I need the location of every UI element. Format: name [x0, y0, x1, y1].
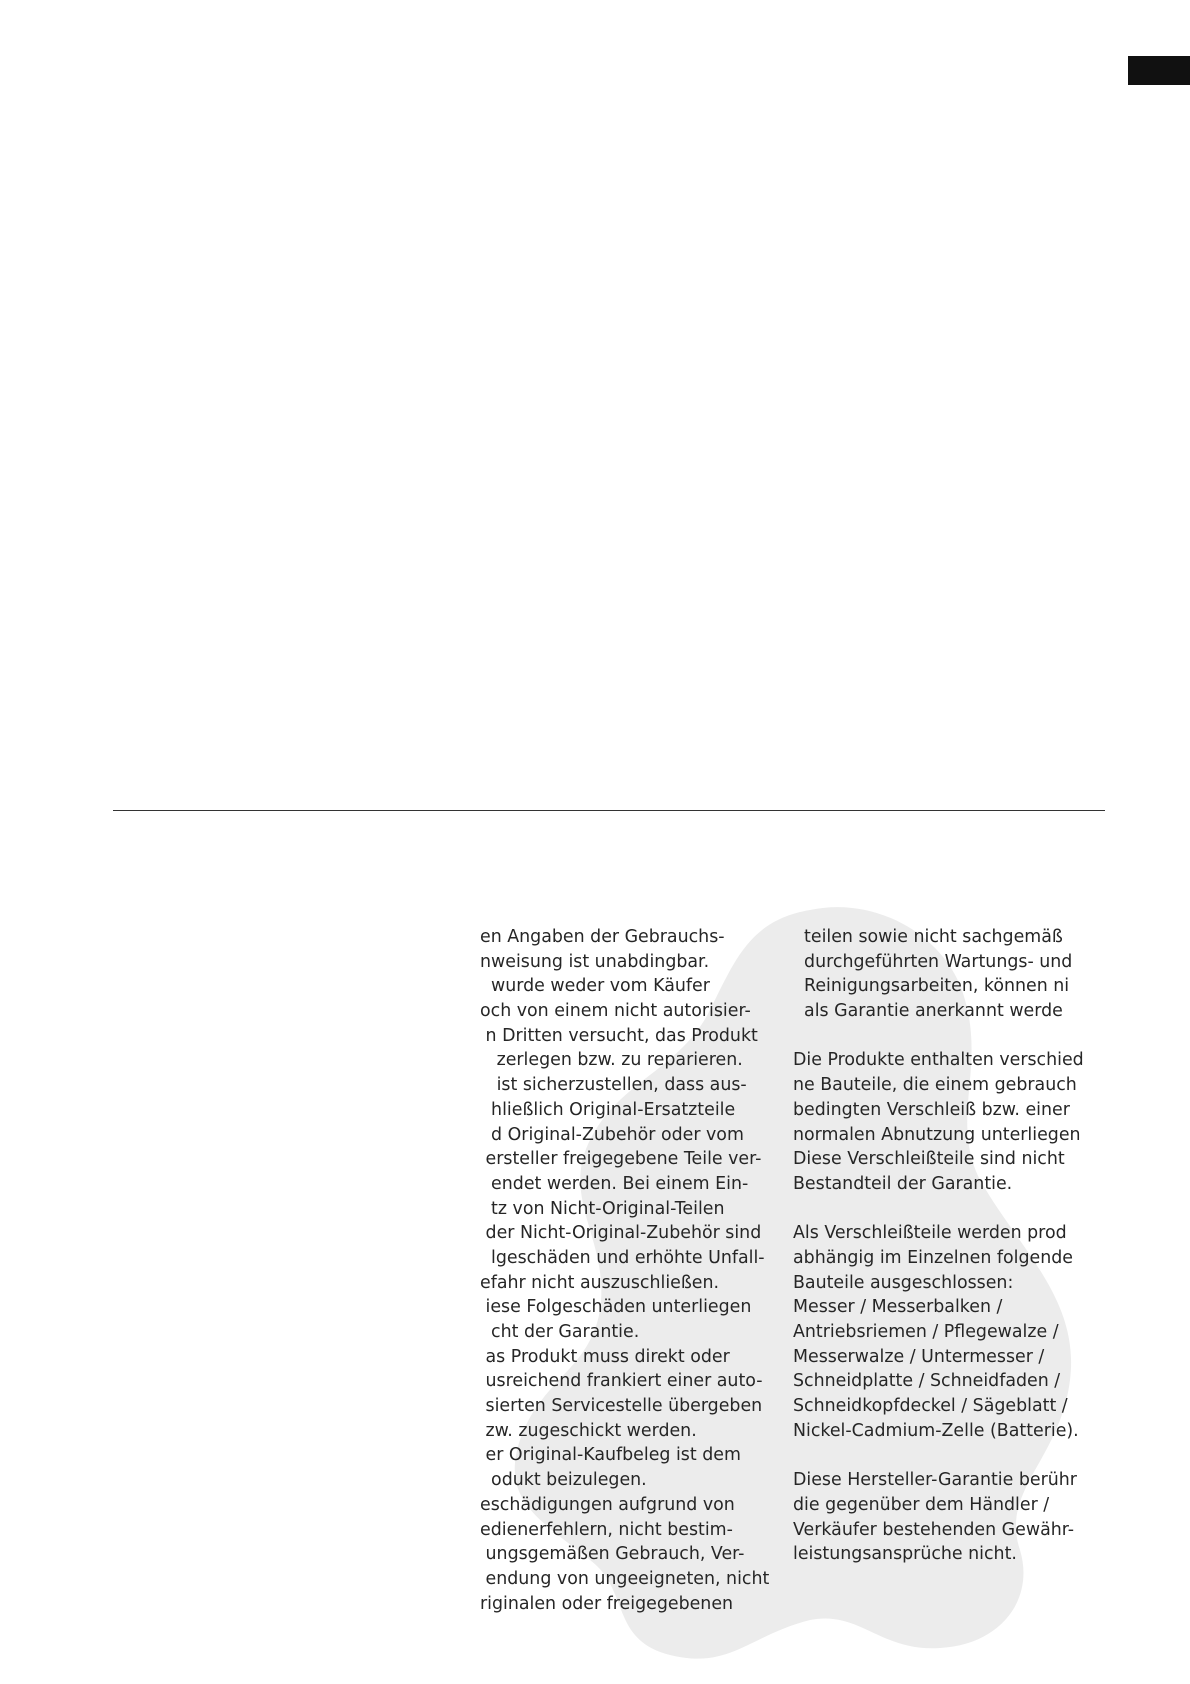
page-tab-marker — [1128, 56, 1190, 85]
text-line: als Garantie anerkannt werde — [793, 1001, 1063, 1022]
text-line: Verkäufer bestehenden Gewähr- — [793, 1519, 1075, 1540]
text-line: der Nicht-Original-Zubehör sind — [480, 1223, 762, 1244]
text-line: ist sicherzustellen, dass aus- — [480, 1075, 747, 1096]
text-line: Nickel-Cadmium-Zelle (Batterie). — [793, 1420, 1079, 1441]
text-line — [793, 1197, 1084, 1222]
warranty-text-left-column — [480, 925, 769, 1616]
text-line: die gegenüber dem Händler / — [793, 1494, 1050, 1515]
text-line: Schneidkopfdeckel / Sägeblatt / — [793, 1396, 1068, 1417]
text-line: endet werden. Bei einem Ein- — [480, 1173, 749, 1194]
text-line — [793, 1443, 1084, 1468]
warranty-text-right-column — [793, 925, 1084, 1567]
text-line: edienerfehlern, nicht bestim- — [480, 1519, 733, 1540]
text-line: endung von ungeeigneten, nicht — [480, 1568, 770, 1589]
text-line: cht der Garantie. — [480, 1322, 640, 1342]
text-line: n Dritten versucht, das Produkt — [480, 1025, 758, 1046]
text-line: usreichend frankiert einer auto- — [480, 1371, 763, 1392]
text-line: lgeschäden und erhöhte Unfall- — [480, 1247, 765, 1268]
text-line: zw. zugeschickt werden. — [480, 1420, 697, 1441]
text-line: bedingten Verschleiß bzw. einer — [793, 1099, 1070, 1120]
text-line: Bauteile ausgeschlossen: — [793, 1272, 1014, 1293]
text-line: eschädigungen aufgrund von — [480, 1494, 735, 1515]
text-line: Schneidplatte / Schneidfaden / — [793, 1371, 1061, 1392]
text-line — [793, 1024, 1084, 1049]
text-line: iese Folgeschäden unterliegen — [480, 1297, 752, 1318]
text-line: zerlegen bzw. zu reparieren. — [480, 1050, 743, 1071]
text-line: Bestandteil der Garantie. — [793, 1173, 1013, 1194]
text-line: Die Produkte enthalten verschied — [793, 1050, 1084, 1071]
text-line: Messerwalze / Untermesser / — [793, 1346, 1045, 1367]
text-line: durchgeführten Wartungs- und — [793, 951, 1073, 972]
text-line: Diese Verschleißteile sind nicht — [793, 1149, 1065, 1170]
text-line: wurde weder vom Käufer — [480, 976, 710, 997]
text-line: Antriebsriemen / Pflegewalze / — [793, 1322, 1059, 1342]
text-line: sierten Servicestelle übergeben — [480, 1396, 763, 1417]
text-line: och von einem nicht autorisier- — [480, 1001, 751, 1022]
text-line: odukt beizulegen. — [480, 1470, 647, 1491]
text-line: leistungsansprüche nicht. — [793, 1544, 1017, 1565]
text-line: abhängig im Einzelnen folgende — [793, 1247, 1073, 1268]
text-line: Messer / Messerbalken / — [793, 1297, 1003, 1318]
text-line: er Original-Kaufbeleg ist dem — [480, 1445, 741, 1466]
text-line: normalen Abnutzung unterliegen — [793, 1124, 1081, 1145]
text-line: ne Bauteile, die einem gebrauch — [793, 1075, 1077, 1096]
text-line: riginalen oder freigegebenen — [480, 1593, 734, 1614]
text-line: efahr nicht auszuschließen. — [480, 1272, 720, 1293]
text-line: Reinigungsarbeiten, können ni — [793, 976, 1070, 997]
text-line: en Angaben der Gebrauchs- — [480, 927, 725, 947]
text-line: nweisung ist unabdingbar. — [480, 951, 710, 972]
text-line: as Produkt muss direkt oder — [480, 1346, 730, 1367]
text-line: Als Verschleißteile werden prod — [793, 1223, 1067, 1244]
text-line: hließlich Original-Ersatzteile — [480, 1099, 736, 1120]
text-line: d Original-Zubehör oder vom — [480, 1124, 744, 1145]
text-line: ersteller freigegebene Teile ver- — [480, 1149, 762, 1170]
text-line: Diese Hersteller-Garantie berühr — [793, 1470, 1077, 1491]
text-line: ungsgemäßen Gebrauch, Ver- — [480, 1544, 745, 1565]
text-line: teilen sowie nicht sachgemäß — [793, 927, 1063, 947]
horizontal-rule — [113, 810, 1105, 811]
text-line: tz von Nicht-Original-Teilen — [480, 1198, 725, 1219]
